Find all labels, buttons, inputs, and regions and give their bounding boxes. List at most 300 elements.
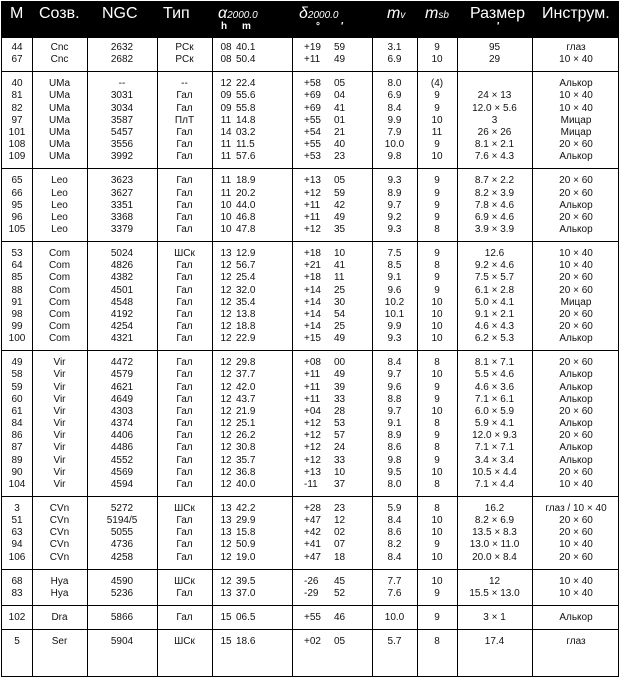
cell-dec-degrees: +12 [304,430,321,442]
cell-ra-hours: 14 [220,126,232,138]
cell-m: 100 [8,333,26,345]
cell-dec-degrees: +11 [304,211,321,223]
cell-constellation: Hya [50,587,69,599]
cell-ngc: 4258 [110,551,134,563]
cell-ngc: 3379 [110,223,134,235]
cell-type: Гал [176,187,193,199]
cell-mv: 8.5 [387,260,402,272]
cell-ra-hours: 09 [220,102,232,114]
cell-instrument: 20 × 60 [559,466,593,478]
cell-m: 53 [11,248,23,260]
group-divider [2,569,618,570]
cell-instrument: 20 × 60 [559,357,593,369]
cell-size: 12.0 × 5.6 [472,102,517,114]
cell-m: 104 [8,478,26,490]
cell-ngc: 4548 [110,296,134,308]
cell-type: Гал [176,393,193,405]
cell-size: 16.2 [484,502,505,514]
cell-instrument: 20 × 60 [559,321,593,332]
unit-size-arcmin: ′ [497,21,500,32]
cell-constellation: Com [48,321,71,332]
cell-dec-degrees: +69 [304,90,321,102]
cell-type: Гал [176,381,193,393]
cell-type: Гал [176,551,193,563]
cell-ngc: 4590 [110,575,134,587]
cell-ra-minutes: 18.9 [236,175,256,187]
cell-ra-minutes: 26.2 [236,430,256,442]
cell-dec-minutes: 54 [334,308,346,320]
cell-type: Гал [176,527,193,539]
cell-dec-minutes: 25 [334,321,346,332]
table-row [2,260,618,272]
cell-instrument: 10 × 40 [559,539,593,551]
cell-dec-degrees: +11 [304,369,321,381]
cell-size: 7.8 × 4.6 [474,199,515,211]
cell-ngc: 4594 [110,478,134,490]
cell-instrument: 10 × 40 [559,102,593,114]
cell-constellation: Dra [51,612,68,623]
cell-constellation: Vir [53,381,66,393]
cell-ngc: 4254 [110,321,134,332]
cell-m: 90 [11,466,23,478]
cell-msb: 9 [434,454,440,466]
cell-m: 49 [11,357,23,369]
table-row [2,309,618,321]
cell-ngc: 4486 [110,442,134,454]
cell-msb: 10 [431,54,443,66]
cell-dec-degrees: +55 [304,114,321,126]
cell-size: 7.1 × 6.1 [474,393,515,405]
cell-instrument: 20 × 60 [559,405,593,417]
cell-instrument: 20 × 60 [559,175,593,187]
cell-ra-hours: 11 [220,175,232,187]
cell-instrument: глаз [566,42,586,53]
cell-msb: 9 [434,430,440,442]
cell-msb: 10 [431,333,443,345]
cell-type: ШСк [174,575,195,587]
cell-instrument: Алькор [559,442,593,454]
table-row [2,103,618,115]
cell-msb: 9 [434,199,440,211]
cell-m: 44 [11,42,23,53]
cell-dec-degrees: +11 [304,381,321,393]
cell-dec-degrees: +47 [304,515,321,527]
cell-size: 6.1 × 2.8 [474,284,515,296]
cell-mv: 8.8 [387,393,402,405]
cell-ra-hours: 15 [220,612,232,623]
cell-ra-minutes: 47.8 [236,223,256,235]
column-divider [292,38,293,676]
cell-type: Гал [176,587,193,599]
cell-instrument: Алькор [559,151,593,163]
cell-dec-degrees: +12 [304,418,321,430]
table-row [2,515,618,527]
cell-instrument: глаз [566,636,586,648]
cell-instrument: Алькор [559,223,593,235]
cell-msb: 9 [434,284,440,296]
cell-ngc: 3623 [110,175,134,187]
cell-ra-minutes: 19.0 [236,551,256,563]
cell-ra-hours: 12 [220,296,232,308]
cell-dec-minutes: 10 [334,466,346,478]
cell-mv: 9.1 [387,272,402,284]
table-row [2,127,618,139]
column-divider [417,38,418,676]
cell-type: Гал [176,211,193,223]
cell-type: РСк [175,42,194,53]
cell-mv: 9.7 [387,199,402,211]
cell-ra-minutes: 32.0 [236,284,256,296]
cell-msb: 9 [434,139,440,151]
cell-dec-minutes: 07 [334,539,346,551]
table-row [2,115,618,127]
cell-instrument: 10 × 40 [559,54,593,66]
cell-m: 97 [11,114,23,126]
cell-ra-hours: 11 [220,151,232,163]
cell-ngc: 4649 [110,393,134,405]
cell-dec-minutes: 46 [334,612,346,623]
cell-ra-minutes: 42.2 [236,502,256,514]
cell-ngc: 4192 [110,308,134,320]
cell-mv: 9.6 [387,381,402,393]
cell-constellation: Com [48,260,71,272]
cell-dec-degrees: +15 [304,333,321,345]
cell-constellation: Vir [53,454,66,466]
table-row [2,188,618,200]
cell-ra-hours: 10 [220,211,232,223]
cell-constellation: Com [48,284,71,296]
cell-dec-minutes: 45 [334,575,346,587]
cell-instrument: Мицар [560,114,592,126]
cell-constellation: Vir [53,466,66,478]
cell-dec-minutes: 49 [334,333,346,345]
cell-type: Гал [176,308,193,320]
cell-constellation: Leo [51,199,68,211]
cell-m: 94 [11,539,23,551]
cell-constellation: Leo [51,211,68,223]
cell-ngc: 5024 [110,248,134,260]
cell-mv: 9.9 [387,114,402,126]
cell-dec-minutes: 52 [334,587,346,599]
cell-type: ШСк [174,248,195,260]
cell-ngc: 3992 [110,151,134,163]
cell-instrument: 10 × 40 [559,90,593,102]
cell-size: 20.0 × 8.4 [472,551,517,563]
cell-type: Гал [176,430,193,442]
table-row [2,90,618,102]
cell-type: Гал [176,199,193,211]
cell-ngc: 4303 [110,405,134,417]
cell-ra-minutes: 57.6 [236,151,256,163]
cell-mv: 5.9 [387,502,402,514]
cell-instrument: Алькор [559,333,593,345]
cell-ra-minutes: 03.2 [236,126,256,138]
cell-m: 40 [11,78,23,90]
cell-mv: 10.1 [384,308,405,320]
header-ra-epoch: 2000.0 [227,10,258,21]
cell-ra-minutes: 12.9 [236,248,256,260]
cell-ngc: 5457 [110,126,134,138]
cell-type: Гал [176,260,193,272]
cell-mv: 3.1 [387,42,402,53]
cell-constellation: Ser [51,636,68,648]
cell-mv: 9.3 [387,333,402,345]
cell-dec-minutes: 05 [334,636,346,648]
cell-ra-minutes: 25.1 [236,418,256,430]
cell-dec-degrees: +55 [304,139,321,151]
cell-type: Гал [176,515,193,527]
cell-dec-minutes: 30 [334,296,346,308]
cell-ra-minutes: 50.4 [236,54,256,66]
cell-dec-degrees: +55 [304,612,321,623]
cell-size: 6.0 × 5.9 [474,405,515,417]
table-row [2,248,618,260]
cell-ngc: 4736 [110,539,134,551]
cell-ra-minutes: 37.7 [236,369,256,381]
cell-type: Гал [176,90,193,102]
cell-type: Гал [176,102,193,114]
cell-instrument: 10 × 40 [559,260,593,272]
cell-constellation: Leo [51,175,68,187]
cell-dec-minutes: 21 [334,126,346,138]
cell-mv: 8.6 [387,442,402,454]
cell-ra-minutes: 29.8 [236,357,256,369]
cell-constellation: Vir [53,393,66,405]
cell-size: 4.6 × 4.3 [474,321,515,332]
cell-dec-degrees: -29 [304,587,319,599]
cell-dec-degrees: +14 [304,321,321,332]
header-ngc: NGC [102,5,138,22]
table-row [2,321,618,333]
cell-ra-minutes: 42.0 [236,381,256,393]
cell-ra-minutes: 22.9 [236,333,256,345]
cell-constellation: Vir [53,442,66,454]
cell-mv: 8.4 [387,551,402,563]
cell-dec-degrees: +14 [304,284,321,296]
unit-degrees: ° [316,21,320,32]
header-size: Размер [470,5,525,22]
cell-instrument: 20 × 60 [559,187,593,199]
table-row [2,539,618,551]
cell-msb: 9 [434,248,440,260]
cell-ra-hours: 13 [220,502,232,514]
cell-dec-degrees: +02 [304,636,321,648]
cell-dec-degrees: +04 [304,405,321,417]
cell-ra-minutes: 46.8 [236,211,256,223]
cell-ra-hours: 12 [220,405,232,417]
cell-constellation: UMa [48,102,71,114]
cell-dec-degrees: +53 [304,151,321,163]
cell-ra-hours: 11 [220,139,232,151]
cell-type: Гал [176,418,193,430]
cell-dec-degrees: -26 [304,575,319,587]
cell-ngc: 4826 [110,260,134,272]
cell-msb: 8 [434,260,440,272]
cell-size: 13.5 × 8.3 [472,527,517,539]
cell-ngc: 5194/5 [106,515,138,527]
cell-size: 8.2 × 6.9 [474,515,515,527]
cell-constellation: UMa [48,114,71,126]
unit-minutes: m [242,21,251,32]
header-msb-sub: sb [438,10,449,21]
cell-dec-minutes: 49 [334,369,346,381]
cell-dec-minutes: 01 [334,114,346,126]
cell-instrument: 10 × 40 [559,248,593,260]
cell-dec-degrees: +41 [304,539,321,551]
cell-dec-degrees: -11 [304,478,318,490]
cell-msb: 10 [431,527,443,539]
cell-dec-minutes: 59 [334,187,346,199]
column-divider [212,38,213,676]
cell-msb: 11 [431,126,443,138]
cell-instrument: 20 × 60 [559,430,593,442]
cell-m: 81 [11,90,23,102]
cell-size: 8.7 × 2.2 [474,175,515,187]
cell-ra-minutes: 06.5 [236,612,256,623]
header-units [2,21,618,35]
cell-ra-minutes: 43.7 [236,393,256,405]
column-divider [87,38,88,676]
group-divider [2,496,618,497]
cell-m: 86 [11,430,23,442]
cell-type: РСк [175,54,194,66]
header-constellation: Созв. [39,5,80,22]
cell-msb: (4) [430,78,444,90]
cell-ra-hours: 12 [220,284,232,296]
cell-mv: 8.0 [387,78,402,90]
cell-size: 3 × 1 [483,612,506,623]
cell-size: 29 [488,54,501,66]
cell-mv: 9.3 [387,223,402,235]
cell-size: 7.1 × 7.1 [474,442,515,454]
table-row [2,212,618,224]
cell-constellation: Vir [53,405,66,417]
cell-msb: 8 [434,223,440,235]
cell-dec-minutes: 02 [334,527,346,539]
cell-mv: 7.6 [387,587,402,599]
cell-type: Гал [176,321,193,332]
cell-m: 64 [11,260,23,272]
cell-ra-minutes: 25.4 [236,272,256,284]
unit-hours: h [221,21,228,32]
cell-instrument: 20 × 60 [559,272,593,284]
cell-ra-hours: 12 [220,369,232,381]
cell-ra-hours: 12 [220,333,232,345]
cell-ngc: 4552 [110,454,134,466]
cell-m: 63 [11,527,23,539]
cell-msb: 9 [434,42,440,53]
table-row [2,430,618,442]
cell-ra-hours: 12 [220,321,232,332]
cell-ra-minutes: 20.2 [236,187,256,199]
cell-dec-degrees: +42 [304,527,321,539]
cell-msb: 10 [431,321,443,332]
cell-constellation: UMa [48,151,71,163]
cell-ra-minutes: 40.1 [236,42,256,53]
cell-size: 7.1 × 4.4 [474,478,515,490]
cell-msb: 10 [431,151,443,163]
cell-mv: 6.9 [387,90,402,102]
cell-msb: 10 [431,369,443,381]
cell-ra-hours: 08 [220,42,232,53]
cell-ra-hours: 13 [220,515,232,527]
table-row [2,285,618,297]
cell-dec-degrees: +11 [304,393,321,405]
cell-type: Гал [176,126,193,138]
cell-constellation: UMa [48,90,71,102]
cell-constellation: UMa [48,78,71,90]
cell-ra-minutes: 50.9 [236,539,256,551]
cell-mv: 7.9 [387,126,402,138]
cell-type: ШСк [174,636,195,648]
cell-dec-degrees: +12 [304,187,321,199]
cell-m: 82 [11,102,23,114]
table-row [2,78,618,90]
cell-mv: 9.2 [387,211,402,223]
header-mv-sub: v [400,10,406,21]
cell-type: Гал [176,369,193,381]
cell-dec-minutes: 23 [334,502,346,514]
cell-msb: 8 [434,442,440,454]
header-type: Тип [163,5,190,22]
cell-constellation: CVn [49,502,70,514]
cell-constellation: UMa [48,139,71,151]
table-row [2,406,618,418]
cell-ra-hours: 13 [220,527,232,539]
cell-type: Гал [176,442,193,454]
cell-mv: 7.5 [387,248,402,260]
cell-size: 12.6 [484,248,505,260]
cell-ra-hours: 12 [220,575,232,587]
cell-mv: 8.2 [387,539,402,551]
group-divider [2,168,618,169]
group-divider [2,241,618,242]
cell-constellation: Com [48,248,71,260]
cell-constellation: CVn [49,551,70,563]
cell-m: 89 [11,454,23,466]
cell-m: 95 [11,199,23,211]
cell-dec-degrees: +18 [304,248,321,260]
cell-ra-hours: 12 [220,78,232,90]
cell-constellation: Vir [53,369,66,381]
cell-m: 68 [11,575,23,587]
cell-mv: 7.7 [387,575,402,587]
cell-ra-hours: 12 [220,539,232,551]
cell-ra-minutes: 55.6 [236,90,256,102]
cell-type: Гал [176,284,193,296]
cell-constellation: Com [48,333,71,345]
cell-size: 6.9 × 4.6 [474,211,515,223]
cell-mv: 9.9 [387,321,402,332]
cell-dec-degrees: +58 [304,78,321,90]
cell-ra-minutes: 39.5 [236,575,256,587]
cell-ra-minutes: 56.7 [236,260,256,272]
cell-ra-minutes: 15.8 [236,527,256,539]
cell-instrument: Алькор [559,78,593,90]
table-row [2,467,618,479]
cell-mv: 9.3 [387,175,402,187]
cell-ngc: 4579 [110,369,134,381]
cell-type: Гал [176,139,193,151]
column-divider [372,38,373,676]
cell-ra-hours: 13 [220,248,232,260]
cell-instrument: Алькор [559,393,593,405]
cell-ra-hours: 13 [220,587,232,599]
cell-ra-hours: 15 [220,636,232,648]
cell-constellation: Com [48,308,71,320]
cell-type: Гал [176,405,193,417]
table-row [2,418,618,430]
